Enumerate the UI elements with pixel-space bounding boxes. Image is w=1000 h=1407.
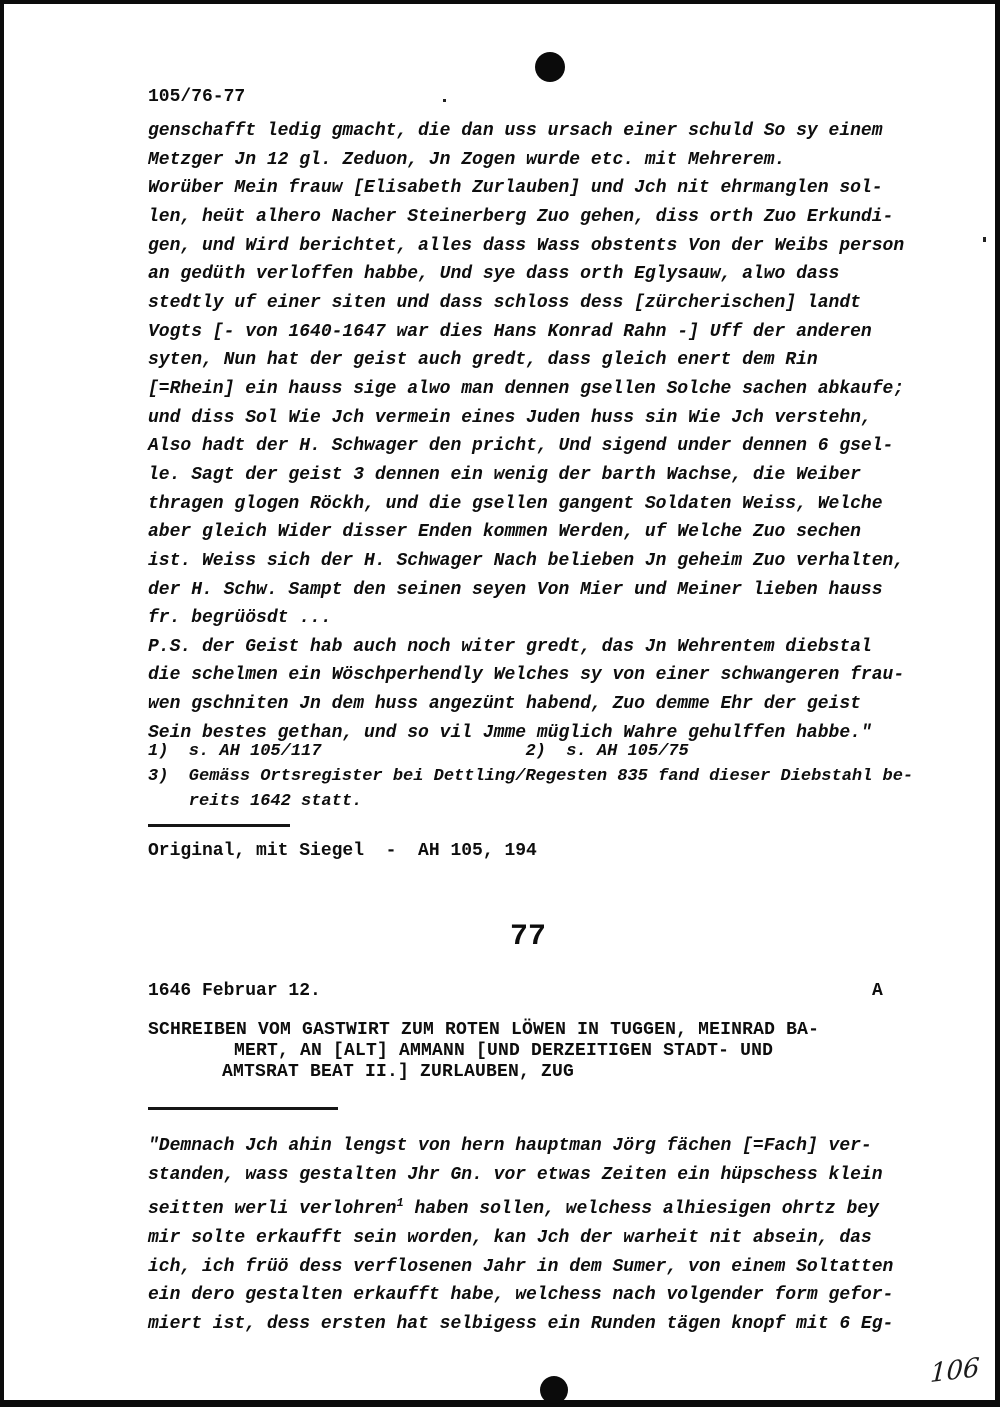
speck-artifact [443, 99, 446, 102]
left-edge-artifact [0, 0, 4, 1407]
entry77-number: 77 [509, 920, 546, 954]
entry77-title-line: AMTSRAT BEAT II.] ZURLAUBEN, ZUG [222, 1062, 575, 1082]
scan-dot-bottom [540, 1376, 568, 1404]
entry77-title-line: SCHREIBEN VOM GASTWIRT ZUM ROTEN LÖWEN IN TUGGEN, MEINRAD BA- [148, 1020, 820, 1040]
entry77-marker: A [872, 981, 883, 1001]
doc-reference: 105/76-77 [148, 87, 246, 107]
handwritten-page-number: 106 [929, 1352, 981, 1390]
entry76-transcription: genschafft ledig gmacht, die dan uss ursach einer schuld So sy einem Metzger Jn 12 gl. Zeduon, Jn Zogen wurde etc. mit Mehrerem. Worüber Mein frauw [Elisabeth Zurlauben] und Jch nit ehrmanglen sol- len, heüt alhero Nacher Steinerberg Zuo gehen, diss orth Zuo Erkundi- gen, und Wird berichtet, alles dass Wass obstents Von der Weibs person an gedüth verloffen habbe, Und sye dass orth Eglysauw, alwo dass stedtly uf einer siten und dass schloss dess [zürcherischen] landt Vogts [- von 1640-1647 war dies Hans Konrad Rahn -] Uff der anderen syten, Nun hat der geist auch gredt, dass gleich enert dem Rin [=Rhein] ein hauss sige alwo man dennen gsellen Solche sachen abkaufe; und diss Sol Wie Jch vermein eines Juden huss sin Wie Jch verstehn, Also hadt der H. Schwager den pricht, Und sigend under dennen 6 gsel- le. Sagt der geist 3 dennen ein wenig der barth Wachse, die Weiber thragen glogen Röckh, und die gsellen gangent Soldaten Weiss, Welche aber gleich Wider disser Enden kommen Werden, uf Welche Zuo sechen ist. Weiss sich der H. Schwager Nach belieben Jn geheim Zuo verhalten, der H. Schw. Sampt den seinen seyen Von Mier und Meiner lieben hauss fr. begrüösdt ... P.S. der Geist hab auch noch witer gredt, das Jn Wehrentem diebstal die schelmen ein Wöschperhendly Welches sy von einer schwangeren frau- wen gschniten Jn dem huss angezünt habend, Zuo demme Ehr der geist Sein bestes gethan, und so vil Jmme müglich Wahre gehulffen habbe." [148, 121, 905, 743]
speck-artifact [983, 237, 986, 242]
entry76-footnotes: 1) s. AH 105/117 2) s. AH 105/75 3) Gemäss Ortsregister bei Dettling/Regesten 835 fand dieser Diebstahl be- reits 1642 statt. [148, 742, 914, 811]
separator-rule [148, 824, 290, 827]
bottom-edge-artifact [0, 1400, 1000, 1407]
scan-dot-top [535, 52, 565, 82]
entry77-date: 1646 Februar 12. [148, 981, 321, 1001]
entry77-title-line: MERT, AN [ALT] AMMANN [UND DERZEITIGEN STADT- UND [234, 1041, 774, 1061]
separator-rule [148, 1107, 338, 1110]
right-edge-artifact [995, 0, 1000, 1407]
entry76-source: Original, mit Siegel - AH 105, 194 [148, 841, 537, 861]
top-edge-artifact [0, 0, 1000, 4]
entry77-transcription: "Demnach Jch ahin lengst von hern hauptman Jörg fächen [=Fach] ver- standen, wass gestalten Jhr Gn. vor etwas Zeiten ein hüpschess klein seitten werli verlohren$^1$ haben sollen, welchess alhiesigen ohrtz bey mir solte erkaufft sein worden, kan Jch der warheit nit absein, das ich, ich früö dess verflosenen Jahr in dem Sumer, von einem Soltatten ein dero gestalten erkaufft habe, welchess nach volgender form gefor- miert ist, dess ersten hat selbigess ein Runden tägen knopf mit 6 Eg- [148, 1136, 894, 1334]
